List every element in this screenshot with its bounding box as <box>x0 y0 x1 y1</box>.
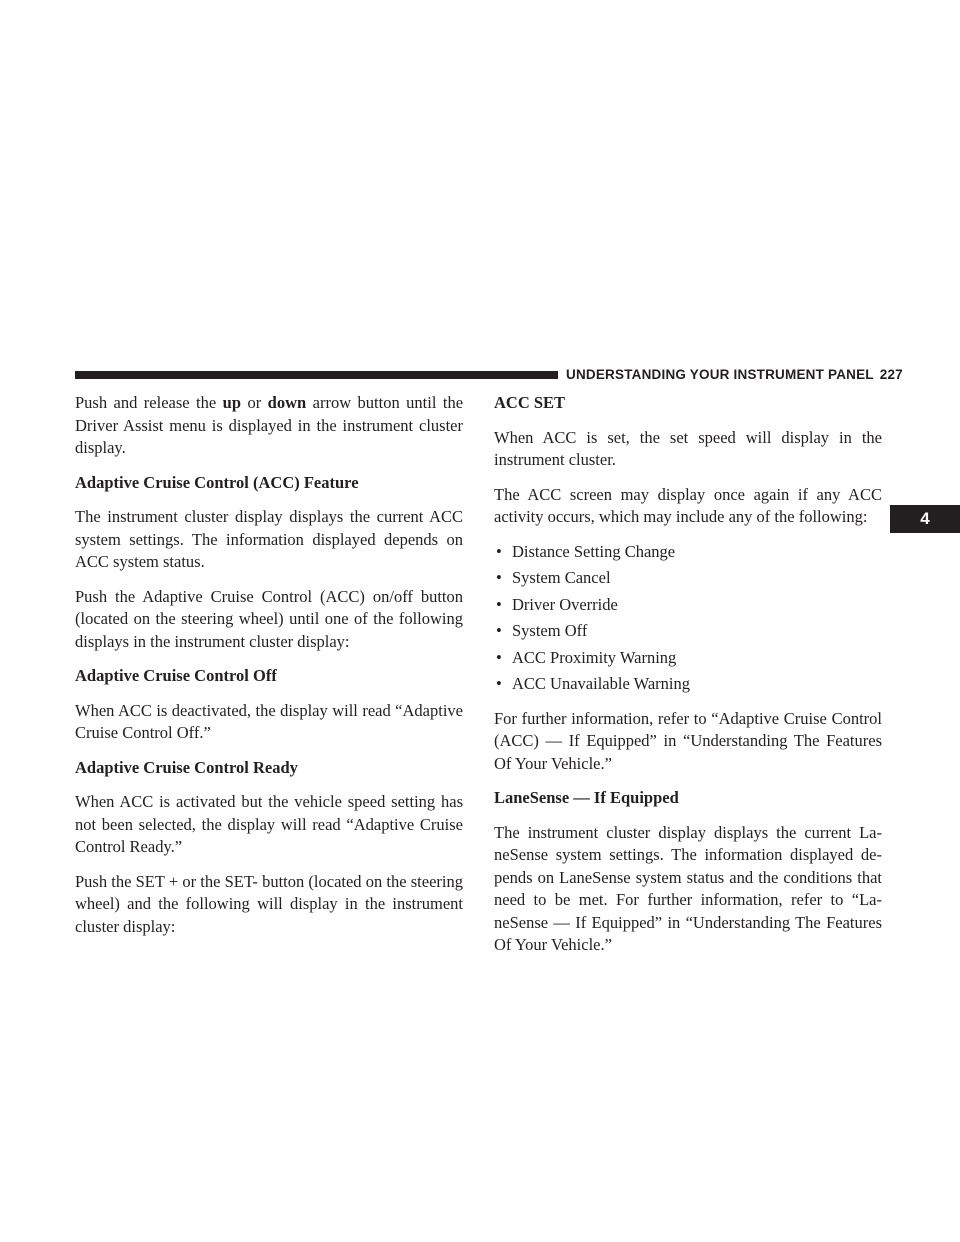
list-item-text: Driver Override <box>512 594 618 614</box>
heading-lanesense: LaneSense — If Equipped <box>494 788 679 807</box>
header-title: UNDERSTANDING YOUR INSTRUMENT PANEL <box>566 367 874 382</box>
paragraph-lanesense: The instrument cluster display displays the current La-neSense system settings. The information displayed de-pends on LaneSense system status and the conditions that need to be met. For further information, refer to “La-neSense — If Equipped” in “Understanding The Features Of Your Vehicle.” <box>494 822 882 954</box>
right-column <box>494 392 882 969</box>
list-item-text: System Off <box>512 621 588 640</box>
list-item <box>494 620 882 643</box>
list-item <box>494 594 882 617</box>
intro-text-mid: or <box>241 393 268 412</box>
intro-text-pre: Push and release the <box>75 393 223 412</box>
paragraph-acc-set: When ACC is set, the set speed will display in the instrument cluster. <box>494 427 882 469</box>
chapter-tab: 4 <box>890 505 960 533</box>
intro-text-post: arrow button until the Driver Assist menu is displayed in the instrument cluster display. <box>75 393 464 457</box>
list-item <box>494 647 882 670</box>
bullet-icon: • <box>496 568 502 587</box>
intro-paragraph <box>75 392 463 460</box>
bullet-icon: • <box>496 621 502 640</box>
heading-acc-set: ACC SET <box>494 393 566 412</box>
paragraph-further-info: For further information, refer to “Adaptive Cruise Control (ACC) — If Equipped” in “Understanding The Features Of Your Vehicle.” <box>494 708 882 773</box>
left-column <box>75 392 463 950</box>
acc-activity-list <box>494 541 882 696</box>
page-number: 227 <box>879 367 903 382</box>
bullet-icon: • <box>496 647 502 667</box>
heading-acc-off: Adaptive Cruise Control Off <box>75 666 277 685</box>
up-keyword: up <box>222 393 242 412</box>
heading-acc-feature: Adaptive Cruise Control (ACC) Feature <box>75 472 359 492</box>
paragraph-acc-feature: The instrument cluster display displays the current ACC system settings. The information displayed depends on ACC system status. <box>75 507 463 571</box>
list-item <box>494 541 882 564</box>
list-item-text: System Cancel <box>512 568 611 587</box>
list-item-text: ACC Proximity Warning <box>512 647 677 667</box>
paragraph-set-button: Push the SET + or the SET- button (located on the steering wheel) and the following will display in the instrument cluster display: <box>75 871 463 936</box>
paragraph-acc-screen: The ACC screen may display once again if any ACC activity occurs, which may include any of the following: <box>494 484 882 526</box>
running-header <box>566 366 903 384</box>
heading-acc-ready: Adaptive Cruise Control Ready <box>75 757 298 777</box>
header-rule <box>75 371 558 379</box>
list-item-text: ACC Unavailable Warning <box>512 674 690 693</box>
paragraph-acc-ready: When ACC is activated but the vehicle speed setting has not been selected, the display will read “Adaptive Cruise Control Ready.” <box>75 792 463 856</box>
paragraph-acc-off: When ACC is deactivated, the display will read “Adaptive Cruise Control Off.” <box>75 700 463 742</box>
paragraph-push-button: Push the Adaptive Cruise Control (ACC) on/off button (located on the steering wheel) until one of the following displays in the instrument cluster display: <box>75 586 463 651</box>
list-item-text: Distance Setting Change <box>512 541 676 561</box>
list-item <box>494 567 882 590</box>
bullet-icon: • <box>496 541 502 561</box>
list-item <box>494 673 882 696</box>
down-keyword: down <box>267 393 307 412</box>
bullet-icon: • <box>496 674 502 693</box>
bullet-icon: • <box>496 594 502 614</box>
